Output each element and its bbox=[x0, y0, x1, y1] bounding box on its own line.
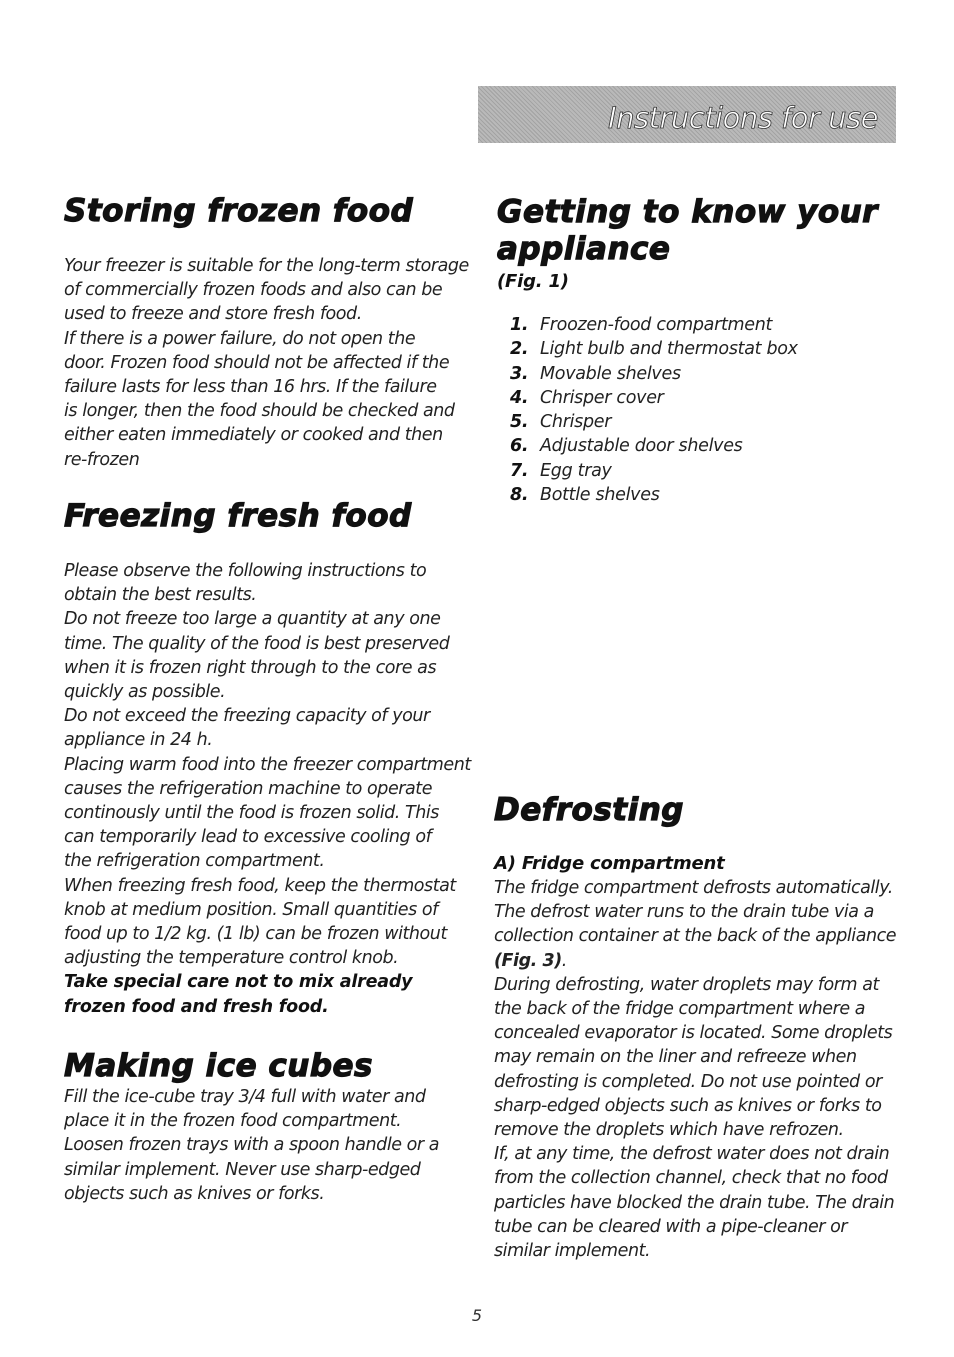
text-line: If there is a power failure, do not open the bbox=[64, 328, 416, 349]
text-line: remove the droplets which have refrozen. bbox=[494, 1120, 844, 1141]
banner-title: Instructions for use bbox=[608, 101, 878, 135]
section-storing-frozen-food bbox=[64, 193, 474, 229]
item-number: 2. bbox=[510, 339, 529, 360]
list-item bbox=[510, 483, 920, 507]
text-line: of commercially frozen foods and also can be bbox=[64, 280, 443, 301]
item-number: 3. bbox=[510, 363, 529, 384]
text-line: similar implement. Never use sharp-edged bbox=[64, 1159, 421, 1180]
text-line: failure lasts for less than 16 hrs. If the failure bbox=[64, 377, 437, 398]
text-line: either eaten immediately or cooked and then bbox=[64, 425, 443, 446]
text-line: particles have blocked the drain tube. The drain bbox=[494, 1192, 895, 1213]
storing-body bbox=[64, 254, 474, 472]
item-number: 6. bbox=[510, 436, 529, 457]
text-line: may remain on the liner and refreeze when bbox=[494, 1047, 857, 1068]
text-line: objects such as knives or forks. bbox=[64, 1183, 325, 1204]
text-line: when it is frozen right through to the core as bbox=[64, 657, 437, 678]
text-line bbox=[494, 949, 914, 973]
item-label: Chrisper bbox=[540, 412, 612, 433]
figure-reference: (Fig. 1) bbox=[497, 271, 569, 292]
text-line: When freezing fresh food, keep the thermostat bbox=[64, 875, 456, 896]
section-title: Freezing fresh food bbox=[64, 498, 412, 534]
item-number: 4. bbox=[510, 387, 529, 408]
item-number: 5. bbox=[510, 412, 529, 433]
item-label: Light bulb and thermostat box bbox=[540, 339, 798, 360]
section-getting-to-know bbox=[497, 194, 917, 294]
section-title: Storing frozen food bbox=[64, 193, 414, 229]
warning-line: Take special care not to mix already bbox=[64, 972, 413, 993]
section-freezing-fresh-food bbox=[64, 498, 474, 534]
list-item bbox=[510, 459, 920, 483]
text-line: similar implement. bbox=[494, 1241, 651, 1262]
text-line: During defrosting, water droplets may form at bbox=[494, 974, 879, 995]
figure-suffix: . bbox=[561, 950, 567, 971]
text-line: continously until the food is frozen solid. This bbox=[64, 803, 439, 824]
header-banner bbox=[478, 86, 896, 143]
text-line: Please observe the following instructions to bbox=[64, 561, 427, 581]
text-line: sharp-edged objects such as knives or forks to bbox=[494, 1095, 882, 1116]
item-label: Adjustable door shelves bbox=[540, 436, 743, 457]
text-line: re-frozen bbox=[64, 449, 140, 470]
text-line: quickly as possible. bbox=[64, 682, 226, 703]
text-line: collection container at the back of the appliance bbox=[494, 926, 897, 947]
section-title: Defrosting bbox=[494, 792, 684, 828]
item-label: Movable shelves bbox=[540, 363, 681, 384]
text-line: concealed evaporator is located. Some droplets bbox=[494, 1023, 893, 1044]
list-item bbox=[510, 410, 920, 434]
text-line: the back of the fridge compartment where a bbox=[494, 999, 866, 1020]
section-title-line: appliance bbox=[497, 231, 671, 267]
text-line: from the collection channel, check that no food bbox=[494, 1168, 888, 1189]
item-label: Bottle shelves bbox=[540, 485, 660, 506]
item-label: Chrisper cover bbox=[540, 387, 664, 408]
text-line: tube can be cleared with a pipe-cleaner or bbox=[494, 1216, 848, 1237]
list-item bbox=[510, 362, 920, 386]
text-line: place it in the frozen food compartment. bbox=[64, 1111, 402, 1132]
text-line: is longer, then the food should be checked and bbox=[64, 401, 455, 422]
text-line: If, at any time, the defrost water does not drain bbox=[494, 1144, 890, 1165]
text-line: Do not freeze too large a quantity at any one bbox=[64, 609, 441, 630]
text-line: adjusting the temperature control knob. bbox=[64, 948, 399, 969]
text-line: The defrost water runs to the drain tube via a bbox=[494, 902, 874, 923]
text-line: Fill the ice-cube tray 3/4 full with water and bbox=[64, 1087, 426, 1107]
text-line: causes the refrigeration machine to operate bbox=[64, 778, 433, 799]
defrosting-body bbox=[494, 852, 914, 1263]
list-item bbox=[510, 337, 920, 361]
text-line: Your freezer is suitable for the long-term storage bbox=[64, 256, 469, 276]
text-line: The fridge compartment defrosts automatically. bbox=[494, 878, 893, 898]
subsection-title: A) Fridge compartment bbox=[494, 853, 725, 874]
text-line: Placing warm food into the freezer compartment bbox=[64, 754, 471, 775]
section-title-line: Getting to know your bbox=[497, 194, 878, 230]
item-number: 1. bbox=[510, 315, 529, 335]
list-item bbox=[510, 313, 920, 337]
section-making-ice-cubes bbox=[64, 1048, 474, 1084]
ice-body bbox=[64, 1085, 474, 1206]
warning-line: frozen food and fresh food. bbox=[64, 996, 329, 1017]
item-number: 8. bbox=[510, 485, 529, 506]
text-line: obtain the best results. bbox=[64, 585, 257, 606]
list-item bbox=[510, 386, 920, 410]
page-number: 5 bbox=[471, 1306, 483, 1325]
freezing-body bbox=[64, 559, 474, 1019]
section-title: Making ice cubes bbox=[64, 1048, 373, 1084]
text-line: appliance in 24 h. bbox=[64, 730, 213, 751]
text-line: defrosting is completed. Do not use pointed or bbox=[494, 1071, 882, 1092]
text-line: used to freeze and store fresh food. bbox=[64, 304, 362, 325]
text-line: time. The quality of the food is best preserved bbox=[64, 633, 450, 654]
list-item bbox=[510, 434, 920, 458]
text-line: door. Frozen food should not be affected if the bbox=[64, 352, 450, 373]
text-line: Loosen frozen trays with a spoon handle or a bbox=[64, 1135, 440, 1156]
text-line: Do not exceed the freezing capacity of your bbox=[64, 706, 430, 727]
text-line: food up to 1/2 kg. (1 lb) can be frozen without bbox=[64, 924, 447, 945]
item-label: Egg tray bbox=[540, 460, 612, 481]
section-defrosting bbox=[494, 792, 914, 828]
parts-list bbox=[510, 313, 920, 507]
text-line: the refrigeration compartment. bbox=[64, 851, 325, 872]
item-label: Froozen-food compartment bbox=[540, 315, 773, 335]
text-line: knob at medium position. Small quantities of bbox=[64, 899, 438, 920]
text-line: can temporarily lead to excessive cooling of bbox=[64, 827, 432, 848]
figure-reference: (Fig. 3) bbox=[494, 950, 562, 971]
item-number: 7. bbox=[510, 460, 529, 481]
